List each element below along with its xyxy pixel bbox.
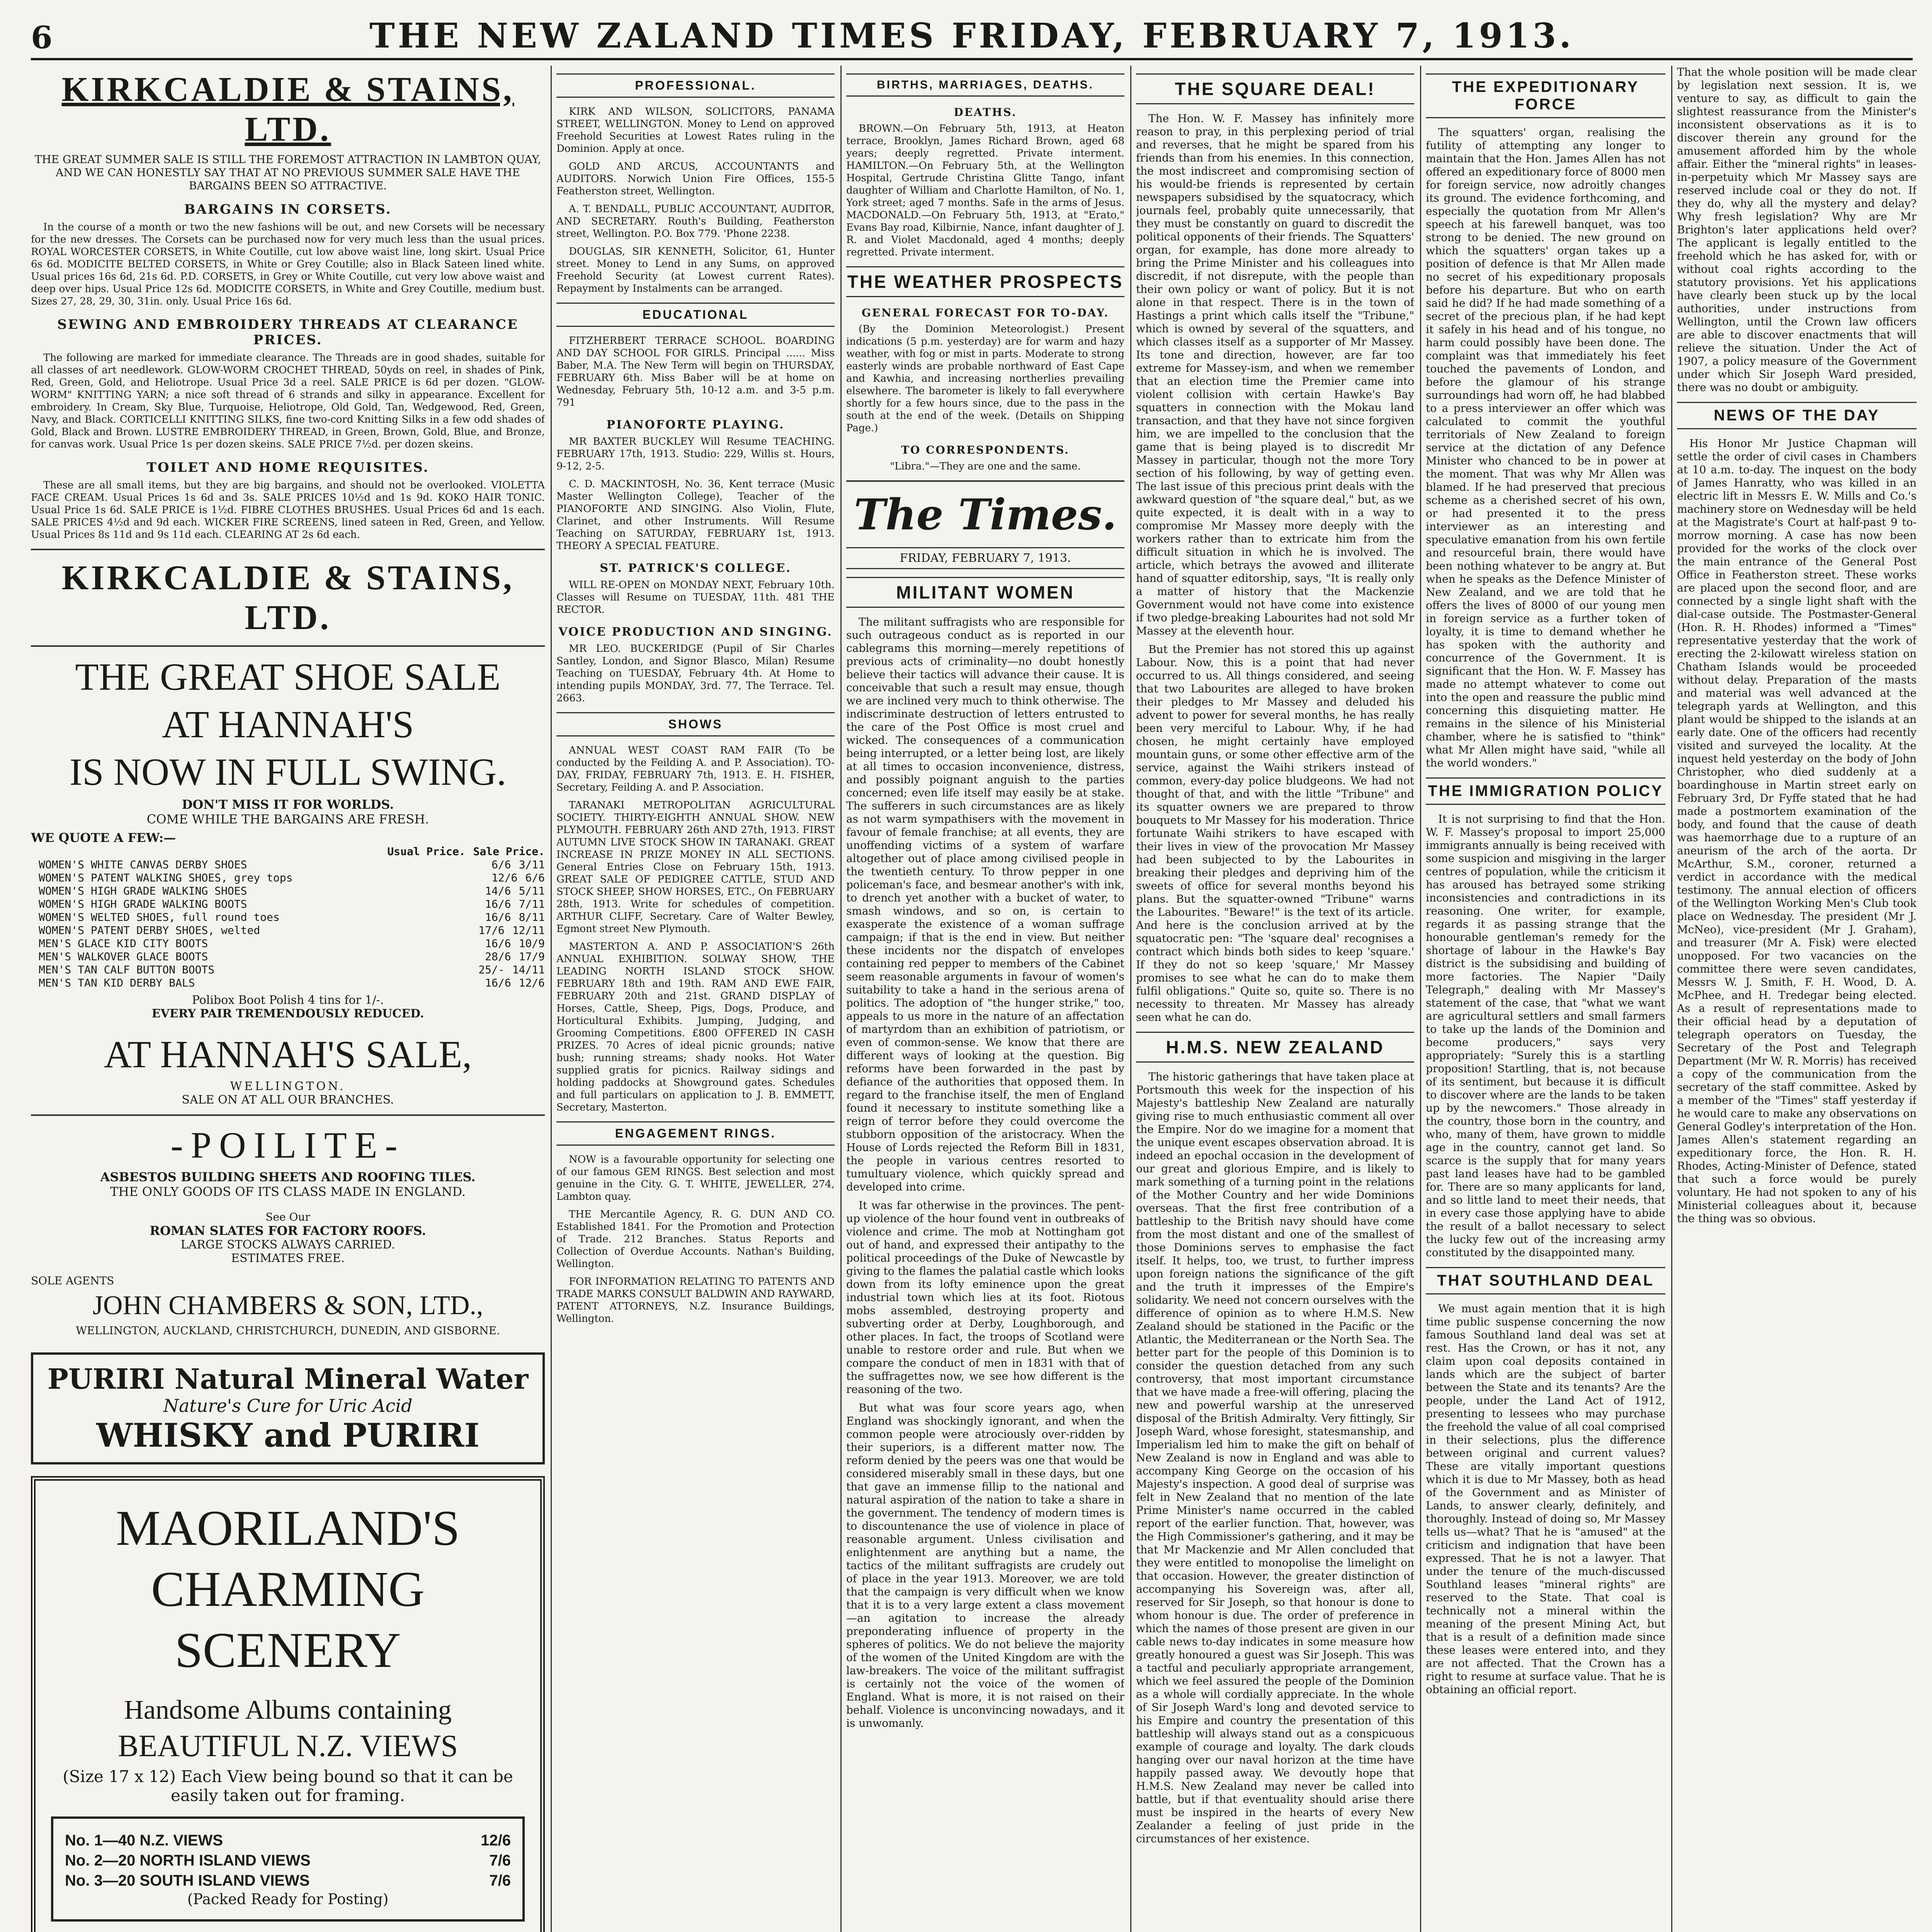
mackintosh-ad: C. D. MACKINTOSH, No. 36, Kent terrace (Music Master Wellington College), Teacher of the PIANOFORTE AND SINGING. Also Violin, Flute, Clarinet, and other Instruments. Will Resume Teaching on SATURDAY, FEBRUARY 1st, 1913. THEORY A SPECIAL FEATURE. [556, 478, 835, 552]
shoe-item: MEN'S TAN KID DERBY BALS [39, 976, 195, 989]
shoe-polish: Polibox Boot Polish 4 tins for 1/-. [192, 993, 384, 1007]
immigration-heading: THE IMMIGRATION POLICY [1426, 777, 1665, 805]
douglas-ad: DOUGLAS, SIR KENNETH, Solicitor, 61, Hunter street. Money to Lend in any Sums, on approved Freehold Security (at Lowest current Rates). Repayment by Instalments can be arranged. [556, 246, 835, 294]
ad-kirkcaldie-title-2: KIRKCALDIE & STAINS, LTD. [61, 559, 514, 637]
shoe-item: MEN'S WALKOVER GLACE BOOTS [39, 950, 208, 963]
shoe-item: WOMEN'S WELTED SHOES, full round toes [39, 911, 280, 923]
correspondents-text: "Libra."—They are one and the same. [890, 461, 1081, 472]
shoe-item: MEN'S GLACE KID CITY BOOTS [39, 937, 208, 950]
engagement-heading: ENGAGEMENT RINGS. [556, 1121, 835, 1146]
shoe-sale: 14/11 [512, 963, 545, 976]
gold-arcus-ad: GOLD AND ARCUS, ACCOUNTANTS and AUDITORS. Norwich Union Fire Offices, 155-5 Featherston street, Wellington. [556, 161, 835, 197]
column-rule [1671, 66, 1672, 1932]
sewing-heading: SEWING AND EMBROIDERY THREADS AT CLEARANCE PRICES. [57, 317, 519, 348]
shoe-price-row [31, 911, 545, 924]
toilet-text: These are all small items, but they are big bargains, and should not be overlooked. VIOLETTA FACE CREAM. Usual Prices 1s 6d and 3s. SALE PRICES 10½d and 1s 9d. KOKO HAIR TONIC. Usual Price 1s 6d. SALE PRICE is 1½d. FIBRE CLOTHES BRUSHES. Usual Prices 6d and 1s each. SALE PRICES 4½d and 9d each. WICKER FIRE SCREENS, lined sateen in Red, Green, and Yellow. Usual Prices 8s 11d and 9s 11d each. CLEARING AT 2s 6d each. [31, 480, 545, 541]
news-of-the-day-text: His Honor Mr Justice Chapman will settle the order of civil cases in Chambers at 10 a.m. to-day. The inquest on the body of James Hanratty, who was killed in an electric lift in Messrs E. W. Mills and Co.'s machinery store on Wednesday will be held at the Magistrate's Court at half-past 9 to-morrow morning. A case has now been provided for the works of the clock over the main entrance of the General Post Office in Featherston street. These works are placed upon the second floor, and are connected by a single light shaft with the dial-case outside. The Postmaster-General (Hon. R. H. Rhodes) informed a "Times" representative yesterday that the work of erecting the 2-kilowatt wireless station on Chatham Islands would be proceeded without delay. Preparation of the masts and material was well advanced at the telegraph yards at Wellington, and this plant would be shipped to the islands at an early date. One of the officers had recently visited and surveyed the locality. At the inquest held yesterday on the body of John Christopher, who died suddenly at a boardinghouse in Martin street early on February 3rd, Dr Fyffe stated that he had made a postmortem examination of the body, and found that the cause of death was haemorrhage due to a rupture of an aneurism of the arch of the aorta. Dr McArthur, S.M., coroner, returned a verdict in accordance with the medical testimony. The annual election of officers of the Wellington Working Men's Club took place on Wednesday. The president (Mr J. McNeo), vice-president (Mr J. Graham), and treasurer (Mr A. Fisk) were elected unopposed. For two vacancies on the committee there were seven candidates, Messrs W. J. Smith, F. H. Wood, D. A. McPhee, and H. Tredegar being elected. As a result of representations made to their official head by a deputation of telegraph operators on Tuesday, the Secretary of the Post and Telegraph Department (Mr W. R. Morris) has received a copy of the communication from the secretary of the staff committee. Asked by a member of the "Times" staff yesterday if he would care to make any observations on General Godley's interpretation of the Hon. James Allen's statement regarding an expeditionary force, the Hon. R. H. Rhodes, Acting-Minister of Defence, stated that such a force would be purely voluntary. He had not spoken to any of his Ministerial colleagues about it, because the thing was so obvious. [1677, 437, 1917, 1225]
shoe-usual: 16/6 [485, 976, 511, 989]
poilite-see: See Our [265, 1211, 310, 1223]
bmd-heading: BIRTHS, MARRIAGES, DEATHS. [846, 73, 1124, 97]
puriri-line-2: Nature's Cure for Uric Acid [163, 1395, 413, 1416]
dateline: FRIDAY, FEBRUARY 7, 1913. [846, 547, 1124, 569]
mercantile-ad: THE Mercantile Agency, R. G. DUN AND CO. Established 1841. For the Promotion and Protection of Trade. 212 Branches. Status Reports and Collection of Overdue Accounts. Nathan's Building, Wellington. [556, 1209, 835, 1270]
shoe-sale: 12/11 [512, 924, 545, 937]
expeditionary-text: The squatters' organ, realising the futility of attempting any longer to maintain that the Hon. James Allen has not offered an expeditionary force of 8000 men for foreign service, now adroitly changes its ground. The evidence forthcoming, and especially the quotation from Mr Allen's speech at his farewell banquet, was too strong to be denied. The new ground on which the squatters' organ takes up a position of defence is that Mr Allen made no secret of his expeditionary proposals before his departure. But who on earth said he did? If he had made something of a secret of the precious plan, if he had kept it safely in his head and of his tongue, no harm could possibly have been done. The complaint was that immediately his feet touched the pavements of London, and before the glamour of his strange surroundings had worn off, he had blabbed to a press interviewer an offer which was calculated to commit the youthful territorials of New Zealand to foreign service at the dictation of any Defence Minister who chanced to be in power at the moment. That was why Mr Allen was blamed. If he had preserved that precious scheme as a cherished secret of his own, or had presented it to the press interviewer as an interesting and speculative emanation from his own fertile and resourceful brain, there would have been nothing whatever to be angry at. But when he speaks as the Defence Minister of New Zealand, and we are told that he offers the lives of 8000 of our young men in foreign service as a further token of loyalty, it is time to demand whether he has spoken with the authority and concurrence of the Government. It is significant that the Hon. W. F. Massey has made no attempt whatever to come out into the open and reassure the public mind concerning this disquieting matter. He remains in the silence of his Ministerial chamber, where he is satisfied to "think" what Mr Allen might have said, "while all the world wonders." [1426, 126, 1665, 769]
shoe-usual: 12/6 [491, 871, 518, 884]
poilite-estimates: ESTIMATES FREE. [231, 1252, 345, 1265]
sole-agents: SOLE AGENTS [31, 1274, 114, 1287]
divider [31, 645, 545, 647]
square-deal-heading: THE SQUARE DEAL! [1136, 73, 1414, 104]
southland-continued: That the whole position will be made clear by legislation next session. It is, we venture to say, as difficult to gain the slightest reassurance from the Minister's inconsistent observations as it is to discover therein any ground for the amusement afforded him by the whole affair. Either the "mineral rights" in leases-in-perpetuity which Mr Massey says are reserved include coal or they do not. If they do, why all the mystery and delay? Why fresh legislation? Why are Mr Brighton's later applications held over? The applicant is legally entitled to the freehold which he has asked for, with or without coal rights according to the statutory provisions. Yet his applications have clearly been stuck up by the local authorities, under instructions from Wellington, until the Crown law officers are able to discover enactments that will relieve the situation. Under the Act of 1907, a policy measure of the Government under which Sir Joseph Ward presided, there was no doubt or ambiguity. [1677, 66, 1917, 394]
column-rule [551, 66, 552, 1932]
weather-text: (By the Dominion Meteorologist.) Present indications (5 p.m. yesterday) are for warm and hazy weather, with fog or mist in parts. Moderate to strong easterly winds are probable northward of East Cape and Kawhia, and increasing northerlies prevailing elsewhere. The barometer is likely to fall everywhere shortly for a few hours since, due to the pass in the south at the end of the week. (Details on Shipping Page.) [846, 323, 1124, 434]
westcoast-ad: ANNUAL WEST COAST RAM FAIR (To be conducted by the Feilding A. and P. Association). TO-DAY, FRIDAY, FEBRUARY 7th, 1913. E. H. FISHER, Secretary, Feilding A. and P. Association. [556, 745, 835, 793]
albums-line-3: (Size 17 x 12) Each View being bound so that it can be easily taken out for framing. [63, 1767, 513, 1805]
maoriland-line-3: SCENERY [175, 1622, 401, 1678]
shoe-usual: 16/6 [485, 911, 511, 923]
shoe-usual: 6/6 [491, 858, 511, 871]
militant-text-1: The militant suffragists who are responsible for such outrageous conduct as is reported in our cablegrams this morning—merely repetitions of previous acts of criminality—no doubt honestly believe their tactics will advance their cause. It is conceivable that such a result may ensue, though we are inclined very much to think otherwise. The indiscriminate destruction of letters entrusted to the care of the Post Office is most cruel and wicked. The consequences of a communication being interrupted, or a letter being lost, are likely at all times to occasion inconvenience, distress, and possibly poignant anguish to the parties concerned; even life itself may easily be at stake. The sufferers in such circumstances are as likely as not warm sympathisers with the movement in favour of female franchise; at all events, they are unoffending victims of a system of warfare altogether out of place among civilised people in the twentieth century. To throw pepper in one policeman's face, and besmear another's with ink, to drench yet another with a bucket of water, to smash windows, and so on, is certain to exasperate the existence of a woman suffrage campaign; if that is the end in view. But neither these incidents nor the dispatch of envelopes containing red pepper to members of the Cabinet seem reasonable arguments in favour of women's suitability to take a hand in the serious arena of politics. The adoption of "the hunger strike," too, appeals to us more in the nature of an affectation of martyrdom than an exhibition of patriotism, or even of common-sense. We know that there are different ways of looking at the question. Big reforms have been forwarded in the past by defiance of the authorities that opposed them. In regard to the franchise itself, the men of England found it necessary to institute something like a reign of terror before they could overcome the stubborn opposition of the aristocracy. When the House of Lords rejected the Reform Bill in 1831, the people in various centres resorted to tumultuary violence, which quickly spread and developed into crime. [846, 616, 1124, 1193]
immigration-text: It is not surprising to find that the Hon. W. F. Massey's proposal to import 25,000 immigrants annually is being received with some suspicion and misgiving in the larger centres of population, while the criticism it has aroused has betrayed some striking inconsistencies and contradictions in its reasoning. One writer, for example, regards it as passing strange that the honourable gentleman's remedy for the shortage of labour in the Hawke's Bay district is the subsidising and building of more factories. The Napier "Daily Telegraph," dealing with Mr Massey's statement of the case, that "what we want are agricultural settlers and small farmers to take up the lands of the Dominion and become producers," says very appropriately: "Surely this is a startling proposition! Startling, that is, not because of its sentiment, but because it is difficult to discover where are the lands to be taken up by the newcomers." Those already in the country, those born in the country, and who, many of them, have grown to middle age in the country, cannot get land. So scarce is the supply that for many years past land leases have had to be gambled for. There are so many applicants for land, and so little land to meet their needs, that in every case those applying have to abide the result of a ballot necessary to select the lucky few out of the increasing army constituted by the disappointed many. [1426, 813, 1665, 1259]
shoe-sale: 12/6 [519, 976, 545, 989]
shoe-price-row [31, 937, 545, 950]
listing-price: 7/6 [489, 1872, 511, 1889]
weather-heading: THE WEATHER PROSPECTS [846, 266, 1124, 297]
listing-label: No. 2—20 NORTH ISLAND VIEWS [65, 1852, 311, 1869]
shoe-reduced: EVERY PAIR TREMENDOUSLY REDUCED. [151, 1007, 424, 1020]
price-listing-row [65, 1830, 511, 1850]
column-editorial-1 [846, 66, 1124, 1932]
white-jeweller-ad: NOW is a favourable opportunity for selecting one of our famous GEM RINGS. Best selection and most genuine in the City. G. T. WHITE, JEWELLER, 274, Lambton quay. [556, 1154, 835, 1202]
shoe-item: WOMEN'S WHITE CANVAS DERBY SHOES [39, 858, 247, 871]
shoe-price-row [31, 976, 545, 990]
shoe-usual: 28/6 [485, 950, 511, 963]
albums-line-2: BEAUTIFUL N.Z. VIEWS [118, 1729, 458, 1763]
news-of-the-day-heading: NEWS OF THE DAY [1677, 402, 1917, 429]
pianoforte-heading: PIANOFORTE PLAYING. [606, 418, 785, 432]
puriri-line-3: WHISKY and PURIRI [96, 1416, 480, 1454]
ad-kirkcaldie-title: KIRKCALDIE & STAINS, LTD. [61, 70, 514, 148]
maoriland-line-2: CHARMING [151, 1561, 425, 1617]
puriri-line-1: PURIRI Natural Mineral Water [47, 1362, 529, 1395]
expeditionary-heading: THE EXPEDITIONARY FORCE [1426, 73, 1665, 118]
column-rule [1130, 66, 1131, 1932]
fitzherbert-ad: FITZHERBERT TERRACE SCHOOL. BOARDING AND DAY SCHOOL FOR GIRLS. Principal ...... Miss Baber, M.A. The New Term will begin on THURSDAY, FEBRUARY 6th. Miss Baber will be at home on Wednesday, February 5th, 10-12 a.m. and 3-5 p.m. 791 [556, 335, 835, 408]
southland-heading: THAT SOUTHLAND DEAL [1426, 1267, 1665, 1294]
shoe-price-row [31, 963, 545, 976]
militant-heading: MILITANT WOMEN [846, 577, 1124, 608]
column-advertisements-left [31, 66, 545, 1932]
hannah-sale: AT HANNAH'S SALE, [104, 1033, 472, 1076]
shoe-item: WOMEN'S PATENT WALKING SHOES, grey tops [39, 871, 293, 884]
shoe-item: WOMEN'S HIGH GRADE WALKING BOOTS [39, 898, 247, 910]
poilite-title: -POILITE- [170, 1124, 405, 1166]
price-listing-row [65, 1850, 511, 1871]
poilite-roman: ROMAN SLATES FOR FACTORY ROOFS. [150, 1223, 426, 1238]
albums-line-1: Handsome Albums containing [124, 1695, 452, 1725]
chambers-places: WELLINGTON, AUCKLAND, CHRISTCHURCH, DUNEDIN, AND GISBORNE. [76, 1324, 500, 1337]
ad-kirkcaldie-intro: THE GREAT SUMMER SALE IS STILL THE FOREMOST ATTRACTION IN LAMBTON QUAY, AND WE CAN HONESTLY SAY THAT AT NO PREVIOUS SUMMER SALE HAVE THE BARGAINS BEEN SO ATTRACTIVE. [34, 153, 541, 192]
shoe-sale-line-3: IS NOW IN FULL SWING. [69, 750, 507, 793]
times-logo: The Times. [854, 490, 1117, 539]
shoe-usual: 25/- [478, 963, 505, 976]
shoe-price-row [31, 884, 545, 898]
column-editorial-2 [1136, 66, 1414, 1932]
weather-subheading: GENERAL FORECAST FOR TO-DAY. [861, 306, 1109, 319]
taranaki-ad: TARANAKI METROPOLITAN AGRICULTURAL SOCIETY. THIRTY-EIGHTH ANNUAL SHOW. NEW PLYMOUTH. FEBRUARY 26th AND 27th, 1913. FIRST AUTUMN LIVE STOCK SHOW IN TARANAKI. GREAT INCREASE IN PRIZE MONEY IN ALL SECTIONS. General Entries Close on February 15th, 1913. GREAT SALE OF PEDIGREE CATTLE, STUD AND STOCK SHEEP, SHOW HORSES, ETC., On FEBRUARY 28th, 1913. Write for schedules of competition. ARTHUR CLIFF, Secretary. Care of Walter Bewley, Egmont street New Plymouth. [556, 799, 835, 935]
shoe-sale: 17/9 [519, 950, 545, 963]
column-rule [840, 66, 842, 1932]
shoe-col-usual: Usual Price. [387, 845, 466, 858]
column-news [1677, 66, 1917, 1932]
southland-text: We must again mention that it is high time public suspense concerning the now famous Southland land deal was set at rest. Has the Crown, or has it not, any claim upon coal deposits contained in lands which are the subject of barter between the State and its tenants? Are the people, under the Land Act of 1912, presenting to lessees who may purchase the freehold the value of all coal comprised in their selections, plus the difference between original and current values? These are vitally important questions which it is due to Mr Massey, both as head of the Government and as Minister of Lands, to answer clearly, definitely, and thoroughly. Instead of doing so, Mr Massey tells us—what? That he is "amused" at the criticism and indignation that have been expressed. That he is not a lawyer. That under the tenure of the much-discussed Southland leases "mineral rights" are reserved to the State. That coal is technically not a mineral within the meaning of the present Mining Act, but that is a result of a definition made since these leases were entered into, and they are not affected. That the Crown has a right to resume at surface value. That he is obtaining an official report. [1426, 1302, 1665, 1696]
shoe-item: MEN'S TAN CALF BUTTON BOOTS [39, 963, 215, 976]
shoe-dont-miss: DON'T MISS IT FOR WORLDS. [182, 797, 394, 812]
st-patricks-heading: ST. PATRICK'S COLLEGE. [600, 561, 791, 575]
shoe-sale: 7/11 [519, 898, 545, 910]
sewing-text: The following are marked for immediate clearance. The Threads are in good shades, suitable for all classes of art needlework. GLOW-WORM CROCHET THREAD, 50yds on reel, in shades of Pink, Red, Green, Gold, and Heliotrope. Usual Price 3d a reel. SALE PRICE is 6d per dozen. "GLOW-WORM" KNITTING YARN; a nice soft thread of 6 strands and silky in appearance. Excellent for embroidery. In Cream, Sky Blue, Turquoise, Heliotrope, Old Gold, Tan, Wedgewood, Red, Green, Navy, and Black. CORTICELLI KNITTING SILKS, fine two-cord Knitting Silks in a few odd shades of Gold, Black and Brown. LUSTRE EMBROIDERY THREAD, in Green, Brown, Gold, Blue, and Bronze, for canvas work. Usual Price 1s per dozen skeins. SALE PRICE 7½d. per dozen skeins. [31, 352, 545, 450]
corsets-text: In the course of a month or two the new fashions will be out, and new Corsets will be necessary for the new dresses. The Corsets can be purchased now for very much less than the usual prices. ROYAL WORCESTER CORSETS, in White Coutille, cut low above waist line, long skirt. Usual Price 6s 6d. MODICITE BELTED CORSETS, in White or Grey Coutille; also in Black Sateen lined white. Usual prices 16s 6d, 21s 6d. P.D. CORSETS, in Grey or White Coutille, cut very low above waist and deep over hips. Usual Price 12s 6d. MODICITE CORSETS, in White and Grey Coutille, medium bust. Sizes 27, 28, 29, 30, 31in. only. Usual Price 16s 6d. [31, 221, 545, 307]
listing-label: No. 3—20 SOUTH ISLAND VIEWS [65, 1872, 310, 1889]
shoe-item: WOMEN'S PATENT DERBY SHOES, welted [39, 924, 260, 937]
square-deal-text-1: The Hon. W. F. Massey has infinitely more reason to pray, in this perplexing period of trial and reverses, that he might be spared from his friends than from his enemies. In this connection, the most indiscreet and compromising section of his would-be friends is represented by certain newspapers subsidised by the squatocracy, which journals feel, probably quite unnecessarily, that they must be constantly on guard to discredit the political opponents of their friends. The Squatters' organ, for example, has done more already to bring the Prime Minister and his colleagues into discredit, if not disrepute, with the people than their own policy or want of policy. But it is not alone in that respect. There is in the town of Hastings a print which calls itself the "Tribune," which is owned by several of the squatters, and which classes itself as a supporter of Mr Massey. Its tone and direction, however, are far too extreme for Massey-ism, and when we remember that an election time the Premier came into violent collision with certain Hawke's Bay squatters in connection with the Mokau land transaction, and that they have not since forgiven him, we are impelled to the conclusion that the game that is being played is to discredit Mr Massey in particular, though not the more Tory section of his following, by way of getting even. The last issue of this precious print deals with the awkward question of "the square deal," but, as we quite expected, it is dealt with in a way to compromise Mr Massey more deeply with the workers rather than to extricate him from the difficult situation in which he is involved. The article, which betrays the avowed and illiterate hand of squatter editorship, says, "It is really only a matter of history that the Mackenzie Government would not have come into existence if two pledge-breaking Labourites had not sold Mr Massey at the eleventh hour. [1136, 112, 1414, 637]
professional-heading: PROFESSIONAL. [556, 73, 835, 98]
educational-heading: EDUCATIONAL [556, 303, 835, 327]
shoe-sale: 6/6 [525, 871, 545, 884]
shoe-usual: 16/6 [485, 898, 511, 910]
shoe-sale: 3/11 [519, 858, 545, 871]
shoe-come: COME WHILE THE BARGAINS ARE FRESH. [146, 812, 429, 827]
packed-note: (Packed Ready for Posting) [187, 1891, 389, 1908]
shows-heading: SHOWS [556, 712, 835, 736]
corsets-heading: BARGAINS IN CORSETS. [184, 202, 392, 217]
column-rule [1420, 66, 1421, 1932]
shoe-quote: WE QUOTE A FEW:— [31, 830, 176, 845]
shoe-usual: 16/6 [485, 937, 511, 950]
correspondents-heading: TO CORRESPONDENTS. [901, 444, 1070, 456]
navy-text: The historic gatherings that have taken place at Portsmouth this week for the inspection of his Majesty's battleship New Zealand are naturally giving rise to much enthusiastic comment all over the Empire. Nor do we imagine for a moment that the unique event escapes observation abroad. It is indeed an epochal occasion in the development of our great and glorious Empire, and is likely to mark something of a turning point in the relations of the Mother Country and her wide Dominions overseas. That the first free contribution of a battleship to the British navy should have come from the most distant and one of the smallest of those Dominions serves to emphasise the fact itself. It helps, too, we trust, to further impress upon foreign nations the significance of the gift and the truth it impresses of the Empire's solidarity. We need not concern ourselves with the difference of opinion as to where H.M.S. New Zealand should be stationed in the Pacific or the Atlantic, the Mediterranean or the North Sea. The better part for the people of this Dominion is to consider the question detached from any such controversy, that most important circumstance that we have made a free-will offering, placing the new and powerful warship at the unreserved disposal of the British Admiralty. Very fittingly, Sir Joseph Ward, whose foresight, statesmanship, and Imperialism led him to make the gift on behalf of New Zealand is now in England and was able to accompany King George on the occasion of his Majesty's inspection. A good deal of surprise was felt in New Zealand that no mention of the late Prime Minister's name occurred in the cabled report of the earlier function. That, however, was the High Commissioner's gathering, and it may be that Mr Mackenzie and Mr Allen concluded that they were entitled to monopolise the limelight on that occasion. However, the greater distinction of accompanying his Sovereign was, after all, reserved for Sir Joseph, so that honour is done to whom honour is due. The order of preference in which the names of those present are given in our cable news to-day indicates in some measure how greatly honoured a guest was Sir Joseph. This was a tactful and peculiarly appropriate arrangement, which we feel assured the people of the Dominion as a whole will cordially appreciate. In the whole of Sir Joseph Ward's long and devoted service to his Empire and country the presentation of this battleship will always stand out as a conspicuous example of courage and loyalty. The dark clouds hanging over our naval horizon at the time have happily passed away. We devoutly hope that H.M.S. New Zealand may never be called into battle, but if that eventuality should arise there must be inspired in the hearts of every New Zealander a feeling of just pride in the circumstances of her existence. [1136, 1070, 1414, 1845]
deaths-heading: DEATHS. [954, 106, 1017, 119]
divider [31, 549, 545, 550]
buckeridge-ad: MR LEO. BUCKERIDGE (Pupil of Sir Charles Santley, London, and Signor Blasco, Milan) Resume Teaching on TUESDAY, February 4th. At Home to intending pupils MONDAY, 3rd. 77, The Terrace. Tel. 2663. [556, 643, 835, 704]
poilite-line-1: ASBESTOS BUILDING SHEETS AND ROOFING TILES. [100, 1170, 476, 1184]
militant-text-3: But what was four score years ago, when England was shockingly ignorant, and when the common people were atrociously over-ridden by their superiors, is a different matter now. The reform denied by the peers was one that would be considered miserably small in these days, but one that gave an immense fillip to the national and natural aspiration of the nation to take a share in the government. The tendency of modern times is to discountenance the use of violence in place of reasonable argument. Unless civilisation and enlightenment are anything but a name, the tactics of the militant suffragists are crudely out of place in the year 1913. Moreover, we are told that the campaign is very difficult when we know that it is to a very large extent a class movement—an agitation to increase the already preponderating influence of property in the spheres of politics. We do not believe the majority of the women of the United Kingdom are with the law-breakers. The voice of the militant suffragist is certainly not the voice of the women of England. What is more, it is not raised on their behalf. Violence is unconvincing nowadays, and it is unwomanly. [846, 1401, 1124, 1730]
masterton-ad: MASTERTON A. AND P. ASSOCIATION'S 26th ANNUAL EXHIBITION. SOLWAY SHOW, THE LEADING NORTH ISLAND STOCK SHOW. FEBRUARY 18th and 19th. RAM AND EWE FAIR, FEBRUARY 20th and 21st. GRAND DISPLAY of Horses, Cattle, Sheep, Pigs, Dogs, Produce, and Horticultural Exhibits. Jumping, Judging, and Grooming Competitions. £800 OFFERED IN CASH PRIZES. 70 Acres of ideal picnic grounds; native bush; running streams; shady nooks. Hot Water supplied gratis for picnics. Railway sidings and holding paddocks at Showground gates. Schedules and full particulars on application to J. B. EMMETT, Secretary, Masterton. [556, 941, 835, 1113]
column-classifieds [556, 66, 835, 1932]
listing-price: 7/6 [489, 1852, 511, 1869]
bendall-ad: A. T. BENDALL, PUBLIC ACCOUNTANT, AUDITOR, AND SECRETARY. Routh's Building, Featherston street, Wellington. P.O. Box 779. 'Phone 2238. [556, 203, 835, 240]
shoe-sale-line-2: AT HANNAH'S [162, 703, 414, 746]
hannah-branches: SALE ON AT ALL OUR BRANCHES. [182, 1093, 394, 1107]
maoriland-line-1: MAORILAND'S [116, 1500, 460, 1556]
page-number: 6 [31, 19, 53, 56]
navy-heading: H.M.S. NEW ZEALAND [1136, 1032, 1414, 1063]
hannah-city: WELLINGTON. [230, 1080, 346, 1093]
baxter-ad: MR BAXTER BUCKLEY Will Resume TEACHING. FEBRUARY 17th, 1913. Studio: 229, Willis st. Hours, 9-12, 2-5. [556, 436, 835, 472]
maoriland-ad [31, 1476, 545, 1932]
listing-label: No. 1—40 N.Z. VIEWS [65, 1832, 223, 1849]
poilite-line-2: THE ONLY GOODS OF ITS CLASS MADE IN ENGLAND. [110, 1184, 466, 1199]
price-listing-row [65, 1871, 511, 1891]
chambers-name: JOHN CHAMBERS & SON, LTD., [92, 1291, 483, 1320]
deaths-text: BROWN.—On February 5th, 1913, at Heaton terrace, Brooklyn, James Richard Brown, aged 68 years; deeply regretted. Private interment. HAMILTON.—On February 5th, at the Wellington Hospital, Gertrude Christina Glitte Tango, infant daughter of William and Charlotte Hamilton, of No. 1, York street; aged 7 months. Safe in the arms of Jesus. MACDONALD.—On February 5th, 1913, at "Erato," Evans Bay road, Kilbirnie, Nance, infant daughter of J. R. and Violet Macdonald, aged 4 months; deeply regretted. Private interment. [846, 123, 1124, 258]
newspaper-title: THE NEW ZALAND TIMES FRIDAY, FEBRUARY 7, 1913. [369, 15, 1574, 56]
divider [846, 480, 1124, 482]
shoe-price-table [31, 858, 545, 990]
shoe-price-row [31, 950, 545, 963]
poilite-stocks: LARGE STOCKS ALWAYS CARRIED. [180, 1238, 395, 1252]
views-price-box [51, 1816, 525, 1922]
shoe-usual: 17/6 [478, 924, 505, 937]
shoe-price-row [31, 858, 545, 871]
shoe-sale: 8/11 [519, 911, 545, 923]
shoe-price-row [31, 924, 545, 937]
shoe-item: WOMEN'S HIGH GRADE WALKING SHOES [39, 884, 247, 897]
shoe-col-sale: Sale Price. [473, 845, 545, 858]
shoe-table-header [31, 845, 545, 858]
patents-ad: FOR INFORMATION RELATING TO PATENTS AND TRADE MARKS CONSULT BALDWIN AND RAYWARD, PATENT ATTORNEYS, N.Z. Insurance Buildings, Wellington. [556, 1276, 835, 1325]
shoe-price-row [31, 871, 545, 884]
st-patricks-text: WILL RE-OPEN on MONDAY NEXT, February 10th. Classes will Resume on TUESDAY, 11th. 481 THE RECTOR. [556, 579, 835, 616]
militant-text-2: It was far otherwise in the provinces. The pent-up violence of the hour found vent in outbreaks of violence and crime. The mob at Nottingham got out of hand, and expressed their antipathy to the political proceedings of the Duke of Newcastle by giving to the flames the palatial castle which looks down from its lofty eminence upon the great industrial town which lies at its foot. Riotous mobs assembled, destroying property and subverting order at Derby, Loughborough, and other places. In fact, the troops of Scotland were unable to restore order and rule. But when we compare the conduct of men in 1831 with that of the suffragettes now, we see how different is the reasoning of the two. [846, 1199, 1124, 1396]
column-editorial-3 [1426, 66, 1665, 1932]
shoe-sale-line-1: THE GREAT SHOE SALE [75, 655, 501, 698]
puriri-ad [31, 1352, 545, 1464]
kirk-wilson-ad: KIRK AND WILSON, SOLICITORS, PANAMA STREET, WELLINGTON. Money to Lend on approved Freehold Securities at Lowest Rates ruling in the Dominion. Apply at once. [556, 106, 835, 155]
shoe-sale: 5/11 [519, 884, 545, 897]
voice-heading: VOICE PRODUCTION AND SINGING. [558, 625, 833, 639]
shoe-usual: 14/6 [485, 884, 511, 897]
listing-price: 12/6 [481, 1832, 511, 1849]
shoe-price-row [31, 898, 545, 911]
square-deal-text-2: But the Premier has not stored this up against Labour. Now, this is a point that had never occurred to us. All things considered, and seeing that two Labourites are alleged to have broken their pledges to Mr Massey and deluded his advent to power for several months, he has really been very merciful to Labour. Why, if he had chosen, he might certainly have employed mountain guns, or some other effective arm of the service, against the Waihi strikers instead of common, every-day police bludgeons. We had not thought of that, and with the little "Tribune" and its squatter owners we are prepared to throw bouquets to Mr Massey for his moderation. Thrice fortunate Waihi strikers to have escaped with their lives in view of the provocation Mr Massey had been subjected to by the Labourites in breaking their pledges and depriving him of the sweets of office for several months beyond his plans. But the squatter-owned "Tribune" warns the Labourites. "Beware!" is the text of its article. And here is the conclusion arrived at by the squatocratic pen: "The 'square deal' recognises a contract which binds both sides to keep 'square.' If they do not so keep 'square,' Mr Massey promises to see what he can do to make them fulfil obligations." Quite so, quite so. There is no necessity to threaten. Mr Massey has already seen what he can do. [1136, 643, 1414, 1024]
toilet-heading: TOILET AND HOME REQUISITES. [146, 460, 429, 475]
masthead [31, 15, 1913, 60]
divider [31, 1114, 545, 1116]
shoe-sale: 10/9 [519, 937, 545, 950]
